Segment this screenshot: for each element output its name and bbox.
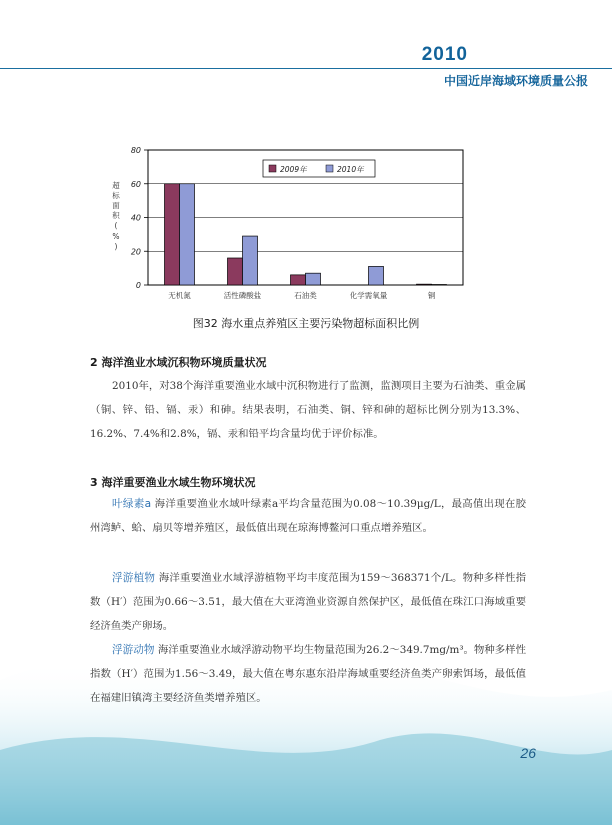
paragraph-zooplankton bbox=[90, 638, 526, 710]
bar-2010 bbox=[432, 284, 447, 285]
paragraph-chlorophyll bbox=[90, 492, 526, 540]
y-tick-label: 20 bbox=[130, 247, 141, 257]
paragraph-sediment bbox=[90, 374, 526, 446]
section-heading-biology: 3 海洋重要渔业水域生物环境状况 bbox=[90, 476, 256, 489]
header-divider bbox=[0, 68, 612, 69]
x-category-label: 活性磷酸盐 bbox=[223, 291, 262, 300]
bar-2009 bbox=[228, 258, 243, 285]
x-category-label: 石油类 bbox=[294, 291, 317, 300]
figure-caption: 图32 海水重点养殖区主要污染物超标面积比例 bbox=[192, 317, 420, 330]
section-heading-sediment: 2 海洋渔业水域沉积物环境质量状况 bbox=[90, 356, 267, 369]
paragraph-text: 海洋重要渔业水域叶绿素a平均含量范围为0.08～10.39μg/L，最高值出现在胶州湾鲈、蛤、扇贝等增养殖区，最低值出现在琼海博鳌河口重点增养殖区。 bbox=[90, 498, 526, 534]
paragraph-text: 海洋重要渔业水域浮游动物平均生物量范围为26.2～349.7mg/m³。物种多样性指数（H′）范围为1.56～3.49，最大值在粤东惠东沿岸海域重要经济鱼类产卵索饵场，最低值在福建旧镇湾主要经济鱼类增养殖区。 bbox=[90, 644, 526, 704]
paragraph-phytoplankton bbox=[90, 566, 526, 638]
report-title: 中国近岸海域环境质量公报 bbox=[443, 74, 588, 88]
paragraph-lead: 叶绿素a bbox=[112, 498, 152, 510]
x-category-label: 化学需氧量 bbox=[349, 291, 388, 300]
x-category-label: 铜 bbox=[427, 291, 436, 300]
legend-label: 2009年 bbox=[280, 165, 307, 174]
bar-2010 bbox=[243, 236, 258, 285]
paragraph-lead: 浮游动物 bbox=[112, 644, 155, 656]
y-tick-label: 80 bbox=[130, 146, 141, 155]
bar-2010 bbox=[369, 266, 384, 285]
x-category-label: 无机氮 bbox=[168, 291, 191, 300]
bar-2010 bbox=[306, 273, 321, 285]
y-tick-label: 40 bbox=[130, 213, 141, 223]
y-tick-label: 0 bbox=[135, 281, 141, 290]
bar-2009 bbox=[165, 184, 180, 285]
report-year: 2010 bbox=[421, 44, 468, 65]
legend-swatch bbox=[326, 165, 333, 172]
page-number: 26 bbox=[520, 745, 536, 761]
bar-chart bbox=[108, 140, 468, 310]
legend-label: 2010年 bbox=[337, 165, 364, 174]
paragraph-text: 海洋重要渔业水域浮游植物平均丰度范围为159～368371个/L。物种多样性指数（H′）范围为0.66～3.51，最大值在大亚湾渔业资源自然保护区，最低值在珠江口海域重要经济鱼类产卵场。 bbox=[90, 572, 527, 632]
paragraph-lead: 浮游植物 bbox=[112, 572, 156, 584]
bar-2010 bbox=[180, 184, 195, 285]
paragraph-text: 2010年，对38个海洋重要渔业水域中沉积物进行了监测，监测项目主要为石油类、重金属（铜、锌、铅、镉、汞）和砷。结果表明，石油类、铜、锌和砷的超标比例分别为13.3%、16.2%、7.4%和2.8%，镉、汞和铅平均含量均优于评价标准。 bbox=[90, 380, 526, 440]
y-tick-label: 60 bbox=[130, 179, 141, 189]
bar-2009 bbox=[291, 275, 306, 285]
legend-swatch bbox=[269, 165, 276, 172]
bar-2009 bbox=[417, 284, 432, 285]
chart-svg bbox=[108, 140, 468, 310]
y-axis-label: 超标面积( % ) bbox=[112, 181, 120, 251]
